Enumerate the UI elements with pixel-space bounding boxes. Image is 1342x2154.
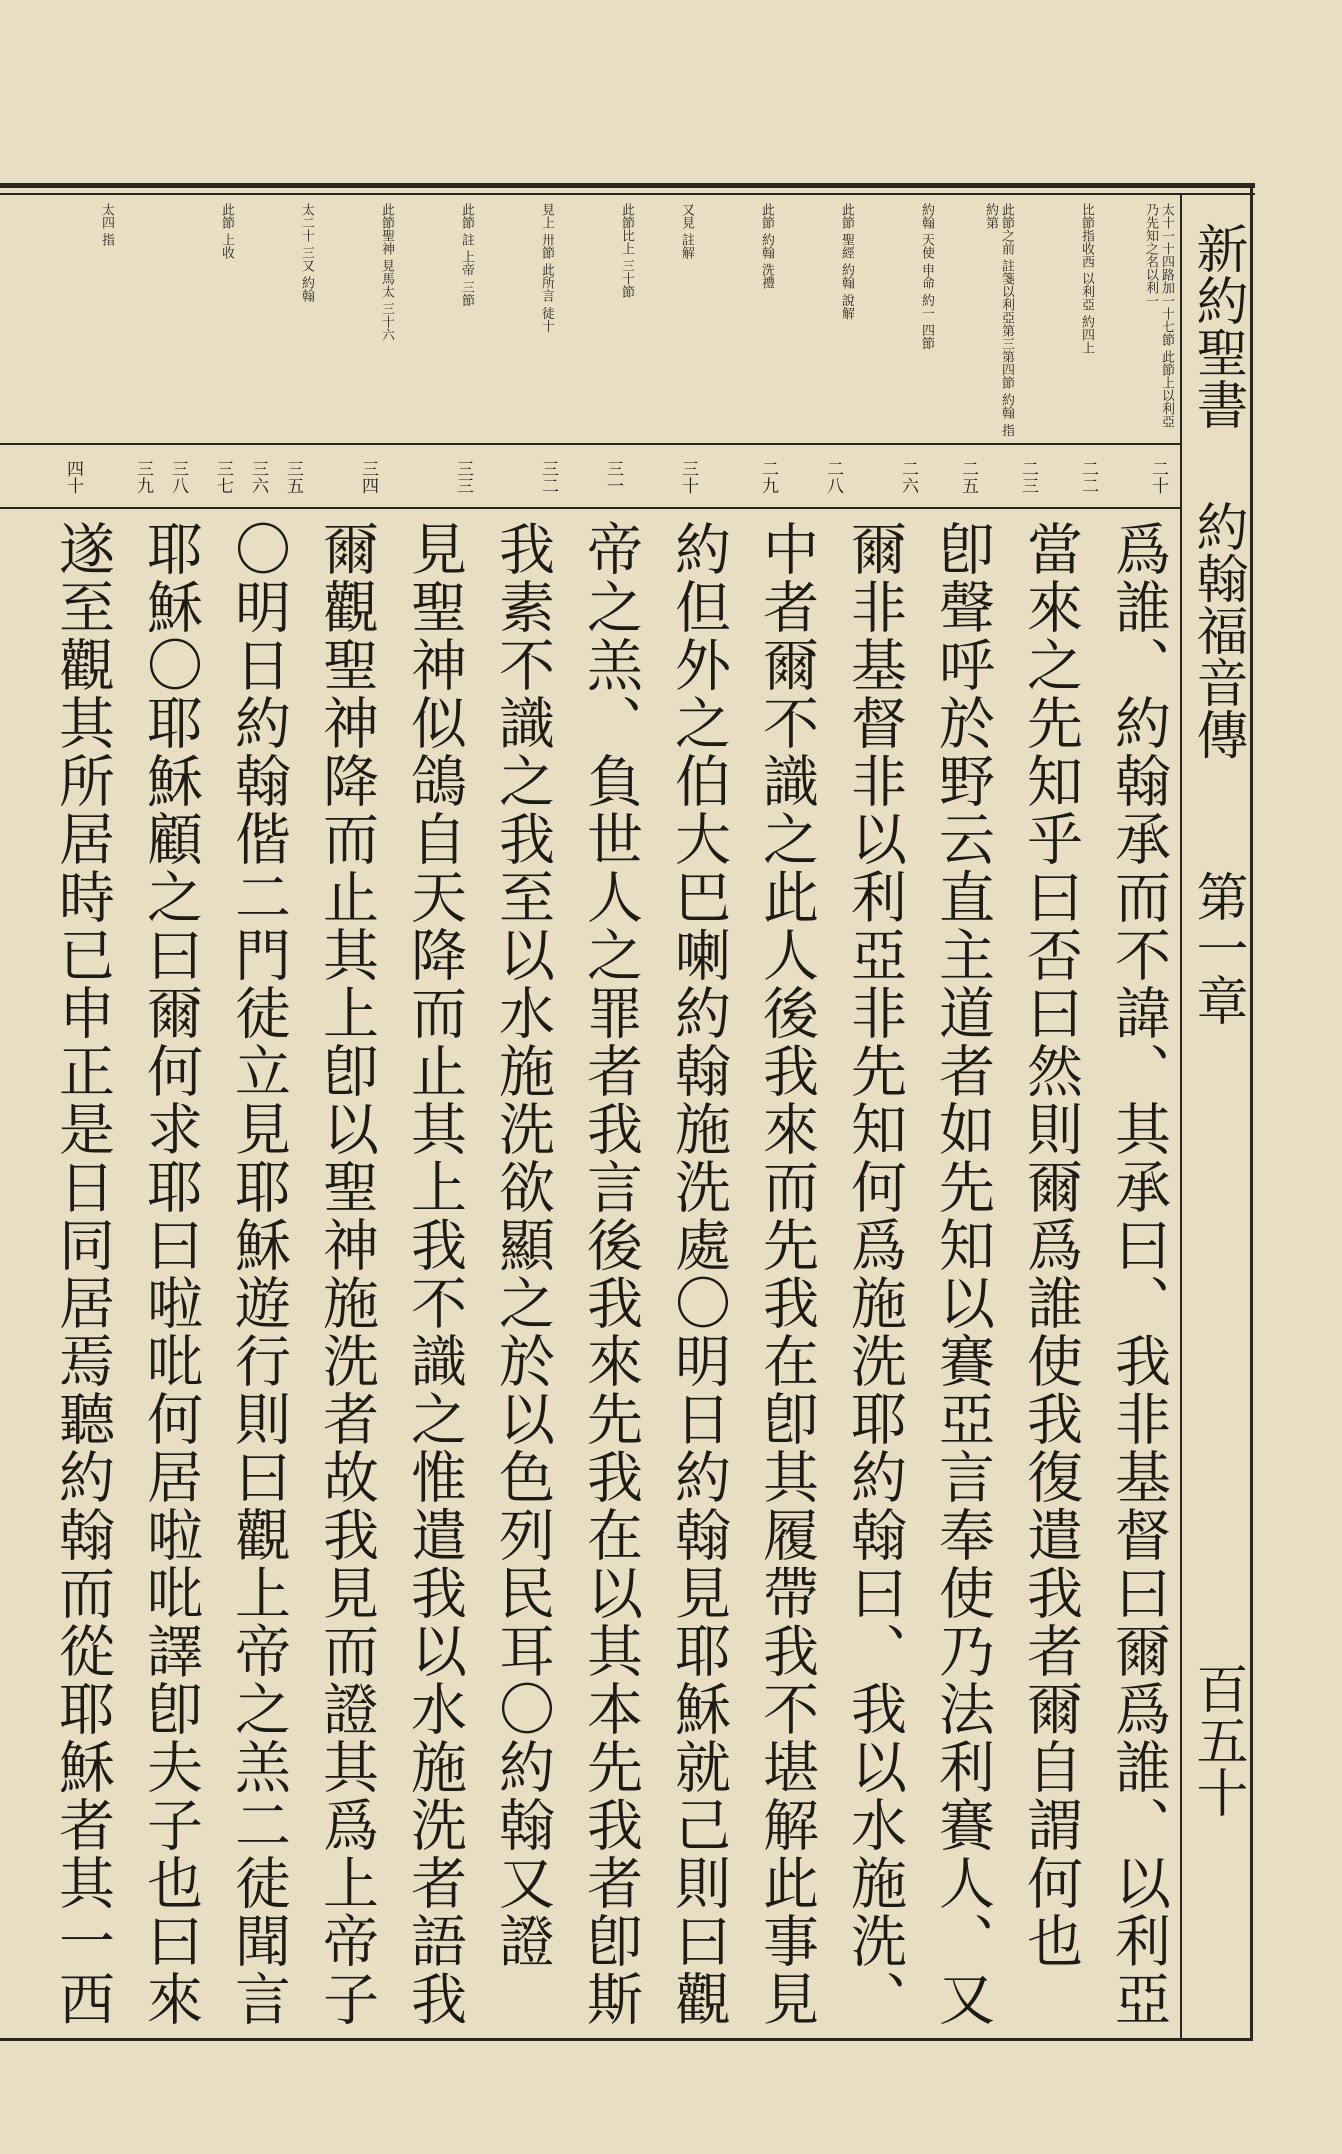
note: 約翰 天使 申命 約一 四節 (919, 203, 934, 350)
note: 又見 註解 (679, 203, 694, 260)
annotation-area (30, 203, 1174, 441)
text-column: 當來之先知乎曰否曰然則爾爲誰使我復遣我者爾自謂何也 (1018, 520, 1083, 1970)
text-column: 爾非基督非以利亞非先知何爲施洗耶約翰曰、我以水施洗、 (842, 520, 907, 2028)
verse-number: 二八 (823, 460, 843, 494)
verse-number-divider (0, 507, 1182, 509)
note: 此節 註 上帝 三節 (459, 203, 474, 307)
note: 此節 聖經 約翰 說解 (839, 203, 854, 320)
note: 見上 卅節 此所言 徒十 (539, 203, 554, 333)
verse-number: 三四 (358, 460, 378, 494)
note: 此節比上 三十節 (619, 203, 634, 299)
text-column: 〇明日約翰偕二門徒立見耶穌遊行則曰觀上帝之羔二徒聞言 (226, 520, 291, 2028)
text-column: 見聖神似鴿自天降而止其上我不識之惟遣我以水施洗者語我 (402, 520, 467, 2028)
text-column: 卽聲呼於野云直主道者如先知以賽亞言奉使乃法利賽人、又 (930, 520, 995, 2028)
text-column: 我素不識之我至以水施洗欲顯之於以色列民耳〇約翰又證 (490, 520, 555, 1970)
note: 此節聖神 見馬太 三十六 (379, 203, 394, 342)
verse-number: 二三 (1018, 460, 1038, 494)
verse-number: 二九 (758, 460, 778, 494)
verse-number: 三二 (538, 460, 558, 494)
top-rule-thin (0, 193, 1255, 195)
text-column: 約但外之伯大巴喇約翰施洗處〇明日約翰見耶穌就己則曰觀 (666, 520, 731, 2028)
verse-number: 三一 (603, 460, 623, 494)
note: 比節指收西 以利亞 約四上 (1079, 203, 1094, 355)
top-rule (0, 183, 1255, 188)
text-column: 帝之羔、負世人之罪者我言後我來先我在以其本先我者卽斯 (578, 520, 643, 2028)
verse-number: 三六 (248, 460, 268, 494)
gospel-name: 約翰福音傳 (1187, 500, 1247, 760)
note: 此節之前 註箋以利亞第三第四節 約翰 指約第 (983, 203, 1014, 437)
text-column: 爲誰、約翰承而不諱、其承曰、我非基督曰爾爲誰、以利亞 (1106, 520, 1171, 2028)
verse-number: 二五 (958, 460, 978, 494)
book-title: 新約聖書 (1187, 222, 1247, 430)
verse-number: 三七 (213, 460, 233, 494)
verse-number: 三三 (453, 460, 473, 494)
running-head (1186, 222, 1248, 2022)
main-text (28, 520, 1178, 2030)
verse-number: 二六 (898, 460, 918, 494)
header-column-divider (1180, 195, 1182, 2040)
verse-number: 二十 (1148, 460, 1168, 494)
chapter-label: 第一章 (1187, 870, 1247, 1026)
notes-divider (0, 443, 1182, 445)
note: 太四 指 (99, 203, 114, 247)
note: 此節 約翰 洗禮 (759, 203, 774, 290)
note: 太十一十四路加一十七節 此節上以利亞乃先知之名以利一 (1143, 203, 1174, 429)
text-column: 爾觀聖神降而止其上卽以聖神施洗者故我見而證其爲上帝子 (314, 520, 379, 2028)
verse-number: 三八 (168, 460, 188, 494)
page-number: 百五十 (1187, 1662, 1247, 1818)
verse-number: 三十 (678, 460, 698, 494)
text-column: 中者爾不識之此人後我來而先我在卽其履帶我不堪解此事見 (754, 520, 819, 2028)
bottom-rule (0, 2038, 1253, 2041)
text-column: 遂至觀其所居時已申正是日同居焉聽約翰而從耶穌者其一西 (50, 520, 115, 2028)
note: 太二十 三又 約翰 (299, 203, 314, 303)
verse-number: 四十 (63, 460, 83, 494)
verse-number-band (30, 451, 1170, 503)
right-rule (1250, 183, 1253, 2041)
verse-number: 三五 (283, 460, 303, 494)
text-column: 耶穌〇耶穌顧之曰爾何求耶曰啦吡何居啦吡譯卽夫子也曰來 (138, 520, 203, 2028)
verse-number: 二二 (1078, 460, 1098, 494)
verse-number: 三九 (133, 460, 153, 494)
note: 此節 上收 (219, 203, 234, 260)
